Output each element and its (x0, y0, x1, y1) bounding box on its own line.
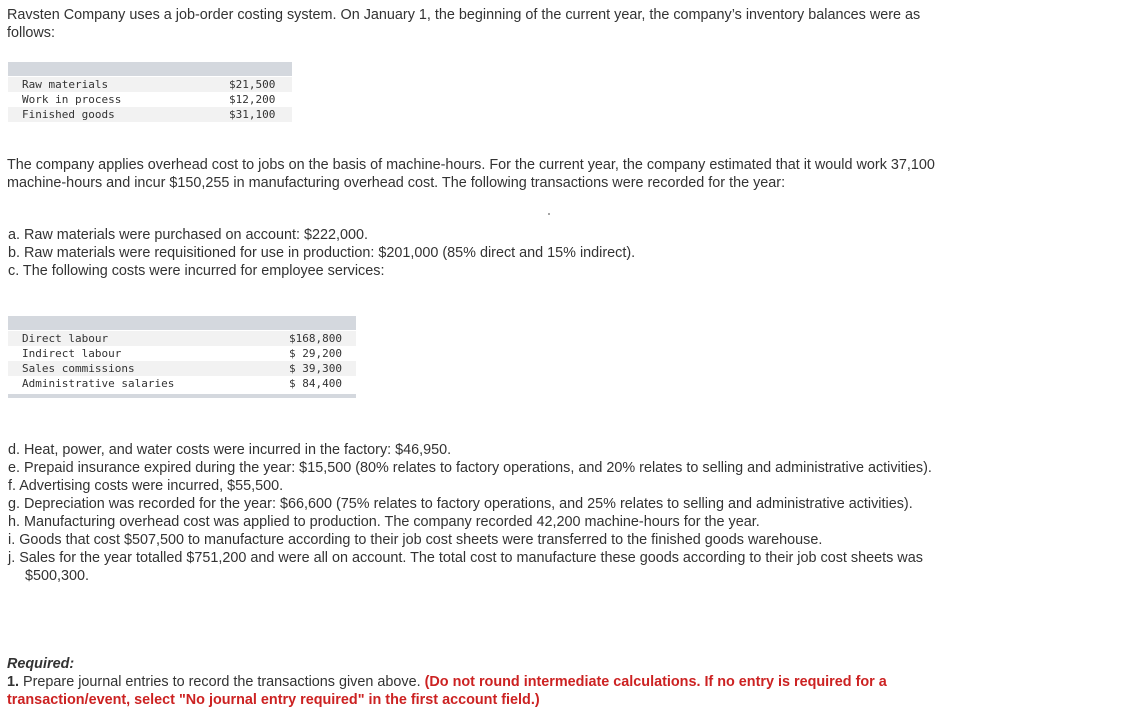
row-label: Raw materials (22, 78, 109, 91)
row-value: $21,500 (229, 78, 276, 91)
table-row (8, 331, 356, 346)
list-item: g. Depreciation was recorded for the year: $66,600 (75% relates to factory operations, and 25% relates to selling and administrative activities). (8, 496, 913, 512)
employee-costs-table (8, 316, 356, 398)
list-item: h. Manufacturing overhead cost was applied to production. The company recorded 42,200 machine-hours for the year. (8, 514, 760, 530)
row-label: Finished goods (22, 108, 115, 121)
table-row (8, 92, 292, 107)
table-header-bar (8, 316, 356, 330)
list-item: j. Sales for the year totalled $751,200 and were all on account. The total cost to manufacture these goods according to their job cost sheets was $500,300. (8, 550, 923, 584)
required-section (7, 655, 957, 709)
row-value: $ 29,200 (289, 347, 342, 360)
row-value: $ 84,400 (289, 377, 342, 390)
table-row (8, 346, 356, 361)
row-value: $31,100 (229, 108, 276, 121)
row-label: Direct labour (22, 332, 109, 345)
table-footer-bar (8, 394, 356, 398)
list-item: f. Advertising costs were incurred, $55,500. (8, 478, 284, 494)
table-row (8, 361, 356, 376)
row-value: $168,800 (289, 332, 342, 345)
row-value: $ 39,300 (289, 362, 342, 375)
stray-dot (548, 213, 550, 215)
overhead-paragraph: The company applies overhead cost to jobs on the basis of machine-hours. For the current year, the company estimated that it would work 37,100 machine-hours and incur $150,255 in manufacturing overhead cost. The following transactions were recorded for the year: (7, 157, 935, 191)
required-instruction: (Do not round intermediate calculations. If no entry is required for a transaction/event, select "No journal entry required" in the first account field.) (7, 674, 887, 708)
list-item: i. Goods that cost $507,500 to manufacture according to their job cost sheets were transferred to the finished goods warehouse. (8, 532, 823, 548)
row-label: Sales commissions (22, 362, 135, 375)
table-header-bar (8, 62, 292, 76)
intro-paragraph: Ravsten Company uses a job-order costing system. On January 1, the beginning of the current year, the company’s inventory balances were as follows: (7, 7, 921, 41)
table-row (8, 376, 356, 391)
row-label: Work in process (22, 93, 122, 106)
list-item: b. Raw materials were requisitioned for use in production: $201,000 (85% direct and 15% indirect). (8, 245, 636, 261)
table-row (8, 77, 292, 92)
required-text: Prepare journal entries to record the transactions given above. (19, 674, 425, 690)
row-value: $12,200 (229, 93, 276, 106)
required-title: Required: (7, 656, 75, 672)
inventory-balances-table (8, 62, 292, 122)
list-item: c. The following costs were incurred for employee services: (8, 263, 385, 279)
required-item (7, 673, 957, 709)
list-item: a. Raw materials were purchased on account: $222,000. (8, 227, 368, 243)
required-number: 1. (7, 674, 20, 690)
transactions-list-a-c (8, 226, 958, 280)
list-item: d. Heat, power, and water costs were incurred in the factory: $46,950. (8, 442, 452, 458)
row-label: Indirect labour (22, 347, 122, 360)
row-label: Administrative salaries (22, 377, 175, 390)
list-item: e. Prepaid insurance expired during the year: $15,500 (80% relates to factory operations, and 20% relates to selling and administrative activities). (8, 460, 932, 476)
transactions-list-d-j (8, 441, 958, 585)
table-row (8, 107, 292, 122)
